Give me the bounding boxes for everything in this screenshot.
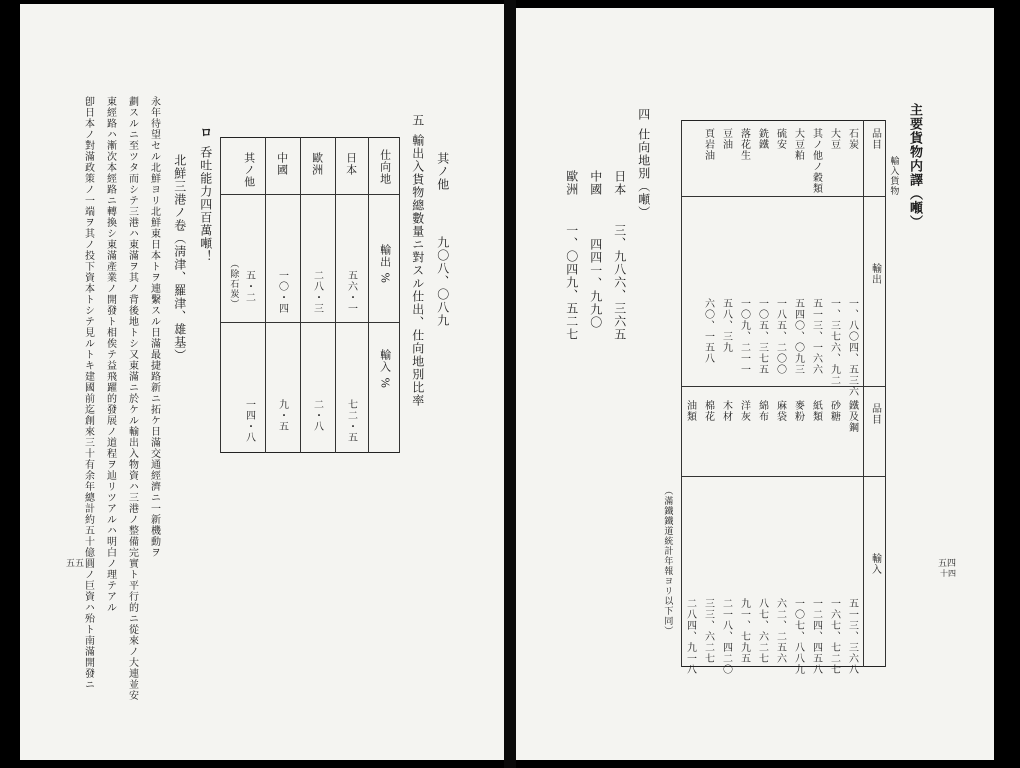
page-number: 五四 <box>938 559 957 569</box>
goods-item2: 棉花 <box>702 400 714 422</box>
goods-item: 硫安 <box>774 128 786 150</box>
goods-import: 一〇七、八八九 <box>792 598 804 675</box>
ratio-row-place: 歐洲 <box>310 152 324 176</box>
goods-item: 頁岩油 <box>702 128 714 161</box>
destination-value: 三、九八六、三六五 <box>612 224 627 341</box>
goods-import: 一六七、七二七 <box>828 598 840 675</box>
goods-item: 其ノ他ノ穀類 <box>810 128 822 194</box>
goods-item: 銑鐵 <box>756 128 768 150</box>
goods-import: 九一、七九五 <box>738 598 750 664</box>
goods-item: 石炭 <box>846 128 858 150</box>
goods-header-item: 品目 <box>869 128 881 150</box>
goods-item2: 麻袋 <box>774 400 786 422</box>
goods-import: 六二、二五六 <box>774 598 786 664</box>
destination-place: 日本 <box>612 170 627 196</box>
goods-export: 一八五、二〇〇 <box>774 298 786 375</box>
goods-import: 二八四、九一八 <box>684 598 696 675</box>
section5-number: 五 <box>410 114 425 127</box>
goods-item2: 洋灰 <box>738 400 750 422</box>
goods-item2: 麥粉 <box>792 400 804 422</box>
ratio-table-note: （除石炭） <box>228 259 239 309</box>
goods-export: 六〇、一五八 <box>702 298 714 364</box>
goods-import: 三三、六二七 <box>702 598 714 664</box>
page-subtitle: 輸入貨物 <box>888 156 899 196</box>
section5-title: 輸出入貨物總數量ニ對スル仕出、仕向地別比率 <box>410 134 425 407</box>
other-value: 九〇八、〇八九 <box>435 236 450 327</box>
ratio-row-export: 二八・三 <box>311 270 323 314</box>
ratio-row-import: 七二・五 <box>345 399 357 443</box>
page-number-sub: 十四 <box>940 569 956 578</box>
other-label: 其ノ他 <box>435 152 450 191</box>
section4-title: 仕向地別（噸） <box>636 128 651 219</box>
ratio-row-export: 五・二 <box>243 270 255 303</box>
ratio-row-export: 五六・一 <box>345 270 357 314</box>
body-line: 永年待望セル北鮮ヨリ北鮮東日本トヲ連繫スル日滿最捷路新ニ拓ケ日滿交通經濟ニ一新機動ヲ <box>148 96 160 558</box>
ratio-header-import: 輸入 % <box>378 349 392 389</box>
section-ro-number: ロ <box>198 126 213 139</box>
destination-place: 中國 <box>588 170 603 196</box>
goods-export: 一〇九、二一一 <box>738 298 750 375</box>
destination-value: 四四一、九九〇 <box>588 238 603 329</box>
goods-source-note: （滿鐵鐵道統計年報ヨリ以下同） <box>662 486 673 636</box>
goods-export: 一、八〇四、五三六 <box>846 298 858 397</box>
section4-number: 四 <box>636 108 651 121</box>
body-line: 卽日本ノ對滿政策ノ一端ヲ其ノ投下資本トシテ見ルトキ建國前迄創來三十有余年總計約五十億圓ノ巨資ハ殆ト南滿開發ニ <box>82 96 94 690</box>
goods-import: 一二四、四五八 <box>810 598 822 675</box>
body-line: 東經路ハ漸次本經路ニ轉換シ東滿產業ノ開發ト相俟テ益飛躍的發展ノ道程ヲ辿リツアルハ明白ノ理テアル <box>104 96 116 613</box>
book-gutter <box>504 0 516 768</box>
ratio-row-place: 其ノ他 <box>242 152 256 188</box>
goods-export: 一〇五、三七五 <box>756 298 768 375</box>
ratio-row-place: 中國 <box>275 152 289 176</box>
goods-import: 五一三、三六八 <box>846 598 858 675</box>
goods-item: 豆油 <box>720 128 732 150</box>
ratio-header-place: 仕向地 <box>378 149 392 185</box>
ratio-row-import: 九・五 <box>276 399 288 432</box>
ratio-row-import: 一四・八 <box>243 399 255 443</box>
goods-export: 五一三、一六六 <box>810 298 822 375</box>
page-number: 五五 <box>66 559 85 569</box>
goods-export: 一、三七六、九二 <box>828 298 840 386</box>
goods-export: 五八、三九 <box>720 298 732 353</box>
goods-item: 落花生 <box>738 128 750 161</box>
goods-header-export: 輸出 <box>869 263 881 285</box>
left-page <box>20 4 504 760</box>
ratio-header-export: 輸出 % <box>378 244 392 284</box>
destination-place: 歐洲 <box>564 170 579 196</box>
section-ro-title: 呑吐能力四百萬噸！ <box>198 146 213 263</box>
page-title: 主要貨物内譯（噸） <box>906 103 922 229</box>
ratio-row-import: 二・八 <box>311 399 323 432</box>
goods-export: 五四〇、〇九三 <box>792 298 804 375</box>
goods-item2: 綿布 <box>756 400 768 422</box>
destination-value: 一、〇四九、五二七 <box>564 224 579 341</box>
goods-import: 二一八、四二〇 <box>720 598 732 675</box>
goods-item2: 木材 <box>720 400 732 422</box>
goods-item2: 鐵及鋼 <box>846 400 858 433</box>
ports-line: 北鮮三港ノ卷（淸津、羅津、雄基） <box>172 154 187 362</box>
right-page <box>516 8 994 760</box>
goods-item: 大豆粕 <box>792 128 804 161</box>
goods-import: 八七、六二七 <box>756 598 768 664</box>
goods-item2: 砂糖 <box>828 400 840 422</box>
ratio-row-place: 日本 <box>344 152 358 176</box>
goods-item: 大豆 <box>828 128 840 150</box>
goods-item2: 紙類 <box>810 400 822 422</box>
body-line: 劃スルニ至ツタ而シテ三港ハ東滿ヲ其ノ背後地トシ又東滿ニ於ケル輸出入物資ハ三港ノ整備完實ト平行的ニ從來ノ大連並安 <box>126 96 138 701</box>
goods-header-item2: 品目 <box>869 403 881 425</box>
goods-header-import: 輸入 <box>869 553 881 575</box>
goods-item2: 油類 <box>684 400 696 422</box>
ratio-row-export: 一〇・四 <box>276 270 288 314</box>
